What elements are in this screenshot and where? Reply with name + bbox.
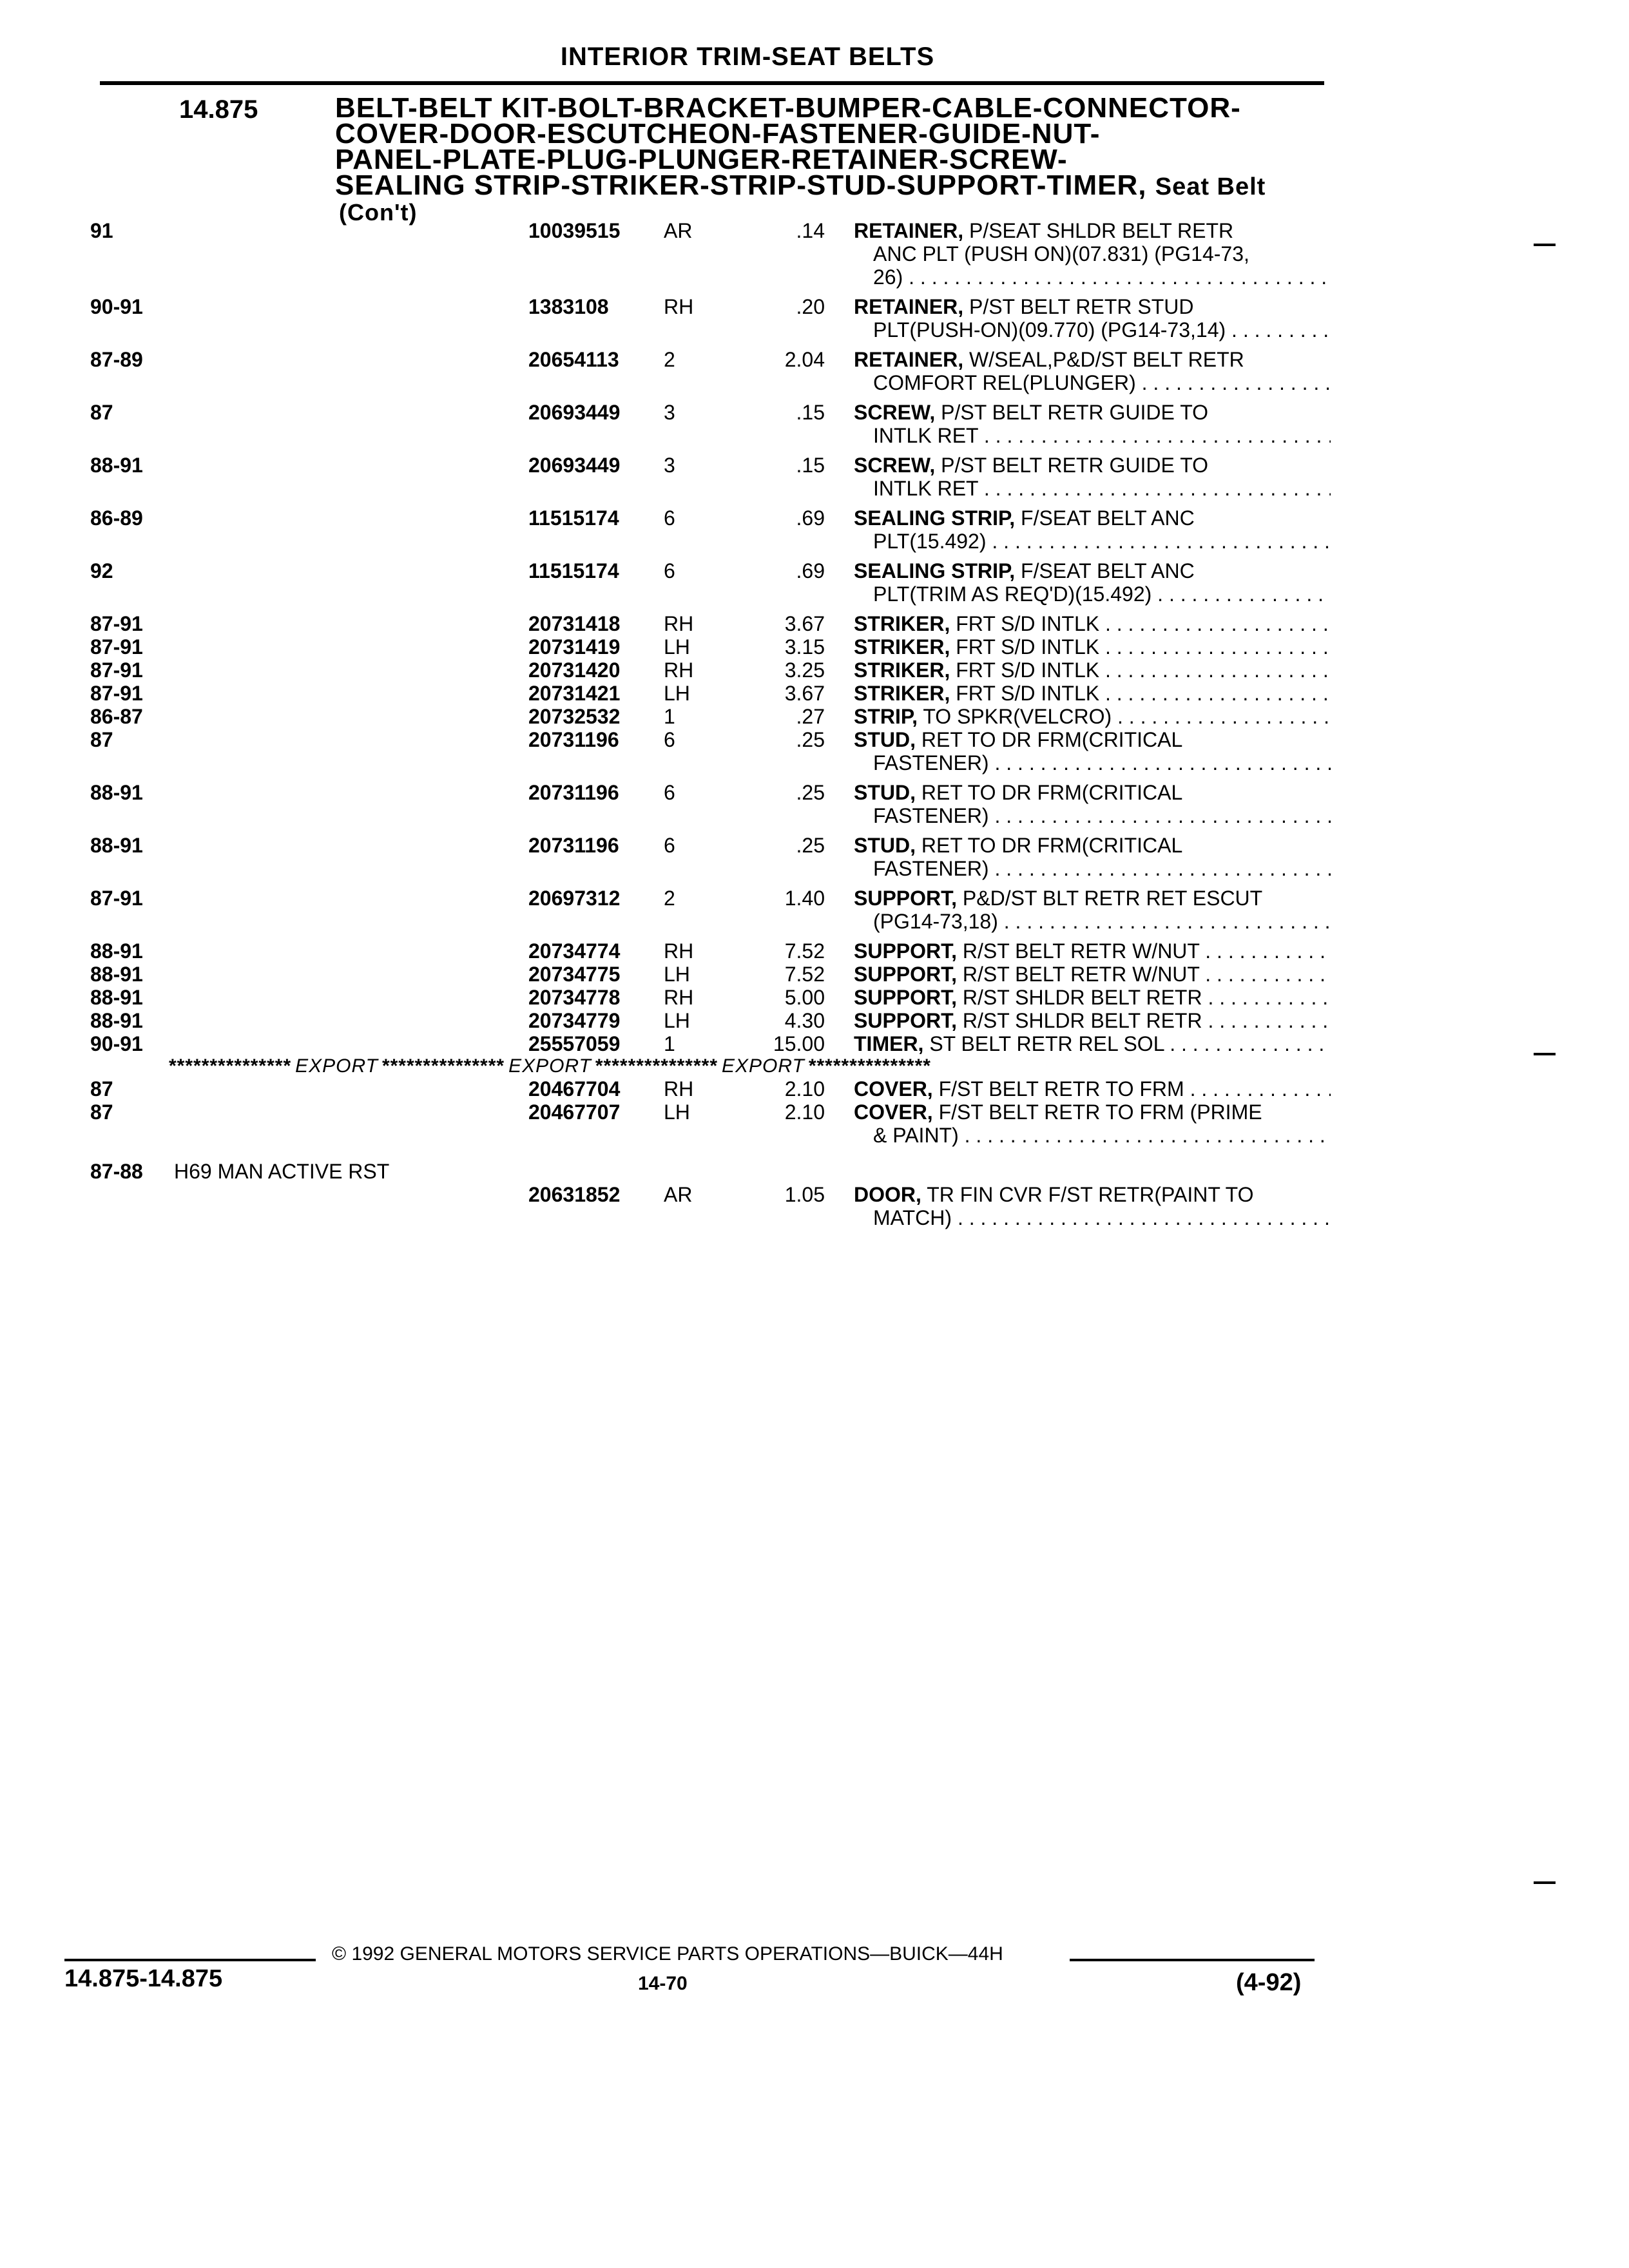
list-price: .14	[796, 219, 825, 242]
list-price: 7.52	[784, 963, 825, 986]
export-separator	[0, 1055, 1629, 1077]
description-text: R/ST SHLDR BELT RETR	[962, 986, 1202, 1009]
part-description	[854, 963, 1331, 986]
part-name: TIMER,	[854, 1032, 924, 1055]
quantity-side: 2	[664, 348, 675, 371]
part-number: 20731420	[528, 658, 621, 682]
part-name: STRIKER,	[854, 612, 950, 635]
parts-row	[0, 401, 1629, 448]
description-text: W/SEAL,P&D/ST BELT RETR	[969, 348, 1244, 371]
export-label: EXPORT	[295, 1055, 378, 1077]
parts-row	[0, 1077, 1629, 1100]
quantity-side: RH	[664, 939, 694, 963]
parts-row	[0, 1032, 1629, 1055]
list-price: .15	[796, 401, 825, 424]
part-description	[854, 682, 1331, 705]
parts-row	[0, 559, 1629, 607]
description-line	[854, 219, 1331, 242]
footer-rule-right	[1070, 1959, 1315, 1961]
description-text: RET TO DR FRM(CRITICAL	[921, 781, 1183, 804]
quantity-side: LH	[664, 635, 690, 658]
parts-row	[0, 635, 1629, 658]
description-text: ST BELT RETR REL SOL	[929, 1032, 1164, 1055]
parts-row	[0, 348, 1629, 396]
part-name: SUPPORT,	[854, 963, 958, 986]
description-line	[854, 834, 1331, 857]
part-name: STRIKER,	[854, 635, 950, 658]
description-text: F/SEAT BELT ANC	[1021, 559, 1195, 582]
description-text: FRT S/D INTLK	[956, 658, 1100, 682]
description-text: FRT S/D INTLK	[956, 612, 1100, 635]
description-line: 26) . . .	[854, 265, 1331, 289]
part-description	[854, 939, 1331, 963]
parts-row	[0, 1183, 1629, 1231]
part-number: 1383108	[528, 295, 609, 318]
part-name: RETAINER,	[854, 348, 964, 371]
part-name: RETAINER,	[854, 295, 964, 318]
parts-row	[0, 887, 1629, 934]
list-price: .27	[796, 705, 825, 728]
description-line	[854, 1032, 1331, 1055]
part-name: SUPPORT,	[854, 939, 958, 963]
quantity-side: 6	[664, 834, 675, 857]
quantity-side: LH	[664, 682, 690, 705]
model-year: 87-89	[90, 348, 143, 371]
description-text: FRT S/D INTLK	[956, 635, 1100, 658]
export-label: EXPORT	[722, 1055, 805, 1077]
parts-row	[0, 963, 1629, 986]
model-year: 90-91	[90, 295, 143, 318]
part-description	[854, 295, 1331, 341]
description-text: P/SEAT SHLDR BELT RETR	[969, 219, 1234, 242]
quantity-side: RH	[664, 612, 694, 635]
description-line: COMFORT REL(PLUNGER) . . .	[854, 371, 1331, 394]
model-year: 90-91	[90, 1032, 143, 1055]
description-line: FASTENER) . . .	[854, 751, 1331, 774]
model-year: 88-91	[90, 963, 143, 986]
quantity-side: 2	[664, 887, 675, 910]
part-name: COVER,	[854, 1077, 933, 1100]
list-price: 1.40	[784, 887, 825, 910]
section-title	[335, 92, 1340, 226]
parts-row	[0, 1009, 1629, 1032]
description-text: P/ST BELT RETR GUIDE TO	[941, 401, 1209, 424]
description-line: INTLK RET . . .	[854, 424, 1331, 447]
part-description	[854, 1032, 1331, 1055]
continued-label: (Con't)	[339, 199, 418, 226]
model-year: 88-91	[90, 1009, 143, 1032]
description-text: F/SEAT BELT ANC	[1021, 506, 1195, 530]
part-description	[854, 705, 1331, 728]
quantity-side: RH	[664, 295, 694, 318]
section-title-line: SEALING STRIP-STRIKER-STRIP-STUD-SUPPORT-TIMER, Seat Belt	[335, 169, 1266, 201]
quantity-side: 3	[664, 401, 675, 424]
part-number: 25557059	[528, 1032, 621, 1055]
description-line: MATCH) . . .	[854, 1206, 1331, 1229]
description-text: R/ST BELT RETR W/NUT	[962, 963, 1200, 986]
description-line	[854, 887, 1331, 910]
description-line	[854, 506, 1331, 530]
footer-section-range: 14.875-14.875	[64, 1965, 223, 1992]
description-line	[854, 963, 1331, 986]
section-number: 14.875	[179, 95, 258, 124]
description-line	[854, 658, 1331, 682]
list-price: 3.67	[784, 612, 825, 635]
quantity-side: RH	[664, 986, 694, 1009]
section-title-line: COVER-DOOR-ESCUTCHEON-FASTENER-GUIDE-NUT-	[335, 118, 1101, 149]
footer-copyright: © 1992 GENERAL MOTORS SERVICE PARTS OPERATIONS—BUICK—44H	[332, 1943, 1003, 1965]
part-description	[854, 612, 1331, 635]
part-description	[854, 1183, 1331, 1229]
quantity-side: 6	[664, 506, 675, 530]
description-line	[854, 1183, 1331, 1206]
part-number: 20467704	[528, 1077, 621, 1100]
quantity-side: LH	[664, 1100, 690, 1124]
description-line	[854, 559, 1331, 582]
part-description	[854, 986, 1331, 1009]
description-line	[854, 1009, 1331, 1032]
part-number: 20734779	[528, 1009, 621, 1032]
part-number: 11515174	[528, 506, 619, 530]
part-description	[854, 1009, 1331, 1032]
export-label: EXPORT	[508, 1055, 592, 1077]
part-name: SEALING STRIP,	[854, 506, 1016, 530]
description-text: FRT S/D INTLK	[956, 682, 1100, 705]
model-year: 88-91	[90, 939, 143, 963]
part-name: SCREW,	[854, 401, 936, 424]
part-number: 20731418	[528, 612, 621, 635]
part-name: SUPPORT,	[854, 1009, 958, 1032]
list-price: .69	[796, 559, 825, 582]
part-name: SUPPORT,	[854, 887, 958, 910]
part-name: STUD,	[854, 834, 916, 857]
description-text: F/ST BELT RETR TO FRM	[938, 1077, 1184, 1100]
part-description	[854, 658, 1331, 682]
part-description	[854, 219, 1331, 289]
part-name: STRIP,	[854, 705, 918, 728]
part-description	[854, 559, 1331, 606]
model-year: 88-91	[90, 454, 143, 477]
list-price: 5.00	[784, 986, 825, 1009]
description-line	[854, 1077, 1331, 1100]
model-year: 87-88	[90, 1160, 143, 1183]
list-price: 15.00	[773, 1032, 825, 1055]
list-price: 1.05	[784, 1183, 825, 1206]
quantity-side: 6	[664, 559, 675, 582]
model-year: 86-87	[90, 705, 143, 728]
quantity-side: LH	[664, 963, 690, 986]
quantity-side: AR	[664, 219, 693, 242]
list-price: .25	[796, 834, 825, 857]
model-year: 87	[90, 401, 113, 424]
footer-rule-left	[64, 1959, 316, 1961]
part-description	[854, 1100, 1331, 1147]
part-number: 20731421	[528, 682, 621, 705]
description-text: R/ST SHLDR BELT RETR	[962, 1009, 1202, 1032]
model-year: 92	[90, 559, 113, 582]
part-number: 20467707	[528, 1100, 621, 1124]
part-name: STUD,	[854, 728, 916, 751]
part-name: RETAINER,	[854, 219, 964, 242]
header-rule	[100, 81, 1324, 85]
part-name: STUD,	[854, 781, 916, 804]
part-number: 20734775	[528, 963, 621, 986]
parts-row-spacer	[0, 1148, 1629, 1160]
model-year: 88-91	[90, 834, 143, 857]
list-price: .69	[796, 506, 825, 530]
description-line: PLT(15.492) . . .	[854, 530, 1331, 553]
description-line	[854, 781, 1331, 804]
description-line	[854, 612, 1331, 635]
part-number: 20693449	[528, 454, 621, 477]
parts-row	[0, 986, 1629, 1009]
parts-row	[0, 939, 1629, 963]
list-price: 7.52	[784, 939, 825, 963]
model-year: 88-91	[90, 781, 143, 804]
part-description	[854, 728, 1331, 774]
model-year: 87	[90, 728, 113, 751]
section-title-line: BELT-BELT KIT-BOLT-BRACKET-BUMPER-CABLE-CONNECTOR-	[335, 92, 1241, 124]
description-text: P&D/ST BLT RETR RET ESCUT	[962, 887, 1263, 910]
parts-row	[0, 612, 1629, 635]
footer-date: (4-92)	[1236, 1969, 1302, 1996]
list-price: 2.04	[784, 348, 825, 371]
model-year: 91	[90, 219, 113, 242]
quantity-side: 3	[664, 454, 675, 477]
description-line	[854, 635, 1331, 658]
part-description	[854, 348, 1331, 394]
description-text: RET TO DR FRM(CRITICAL	[921, 834, 1183, 857]
page-title: INTERIOR TRIM-SEAT BELTS	[560, 43, 935, 71]
description-line	[854, 682, 1331, 705]
margin-tick	[1534, 1881, 1556, 1884]
parts-list	[0, 219, 1629, 1231]
margin-tick	[1534, 1053, 1556, 1055]
part-description	[854, 454, 1331, 500]
description-line: FASTENER) . . .	[854, 804, 1331, 827]
part-number: 20731196	[528, 834, 619, 857]
margin-tick	[1534, 244, 1556, 246]
description-line: PLT(PUSH-ON)(09.770) (PG14-73,14) . . .	[854, 318, 1331, 341]
list-price: 2.10	[784, 1077, 825, 1100]
part-name: SEALING STRIP,	[854, 559, 1016, 582]
model-code: H69 MAN ACTIVE RST	[174, 1160, 390, 1183]
part-number: 20654113	[528, 348, 619, 371]
description-line	[854, 348, 1331, 371]
quantity-side: RH	[664, 1077, 694, 1100]
part-number: 10039515	[528, 219, 621, 242]
part-number: 20731419	[528, 635, 621, 658]
model-year: 87-91	[90, 887, 143, 910]
part-description	[854, 834, 1331, 880]
description-text: F/ST BELT RETR TO FRM (PRIME	[938, 1100, 1262, 1124]
quantity-side: 6	[664, 781, 675, 804]
description-line	[854, 939, 1331, 963]
parts-row	[0, 506, 1629, 554]
part-number: 20734778	[528, 986, 621, 1009]
list-price: .15	[796, 454, 825, 477]
part-description	[854, 506, 1331, 553]
parts-row	[0, 728, 1629, 776]
list-price: .25	[796, 781, 825, 804]
list-price: .25	[796, 728, 825, 751]
description-line	[854, 705, 1331, 728]
parts-row	[0, 219, 1629, 290]
parts-row	[0, 454, 1629, 501]
description-line	[854, 1100, 1331, 1124]
quantity-side: 1	[664, 1032, 675, 1055]
model-year: 87-91	[90, 682, 143, 705]
part-description	[854, 887, 1331, 933]
description-line	[854, 728, 1331, 751]
part-number: 20693449	[528, 401, 621, 424]
description-text: TR FIN CVR F/ST RETR(PAINT TO	[927, 1183, 1254, 1206]
list-price: 3.67	[784, 682, 825, 705]
list-price: 4.30	[784, 1009, 825, 1032]
footer-page-number: 14-70	[638, 1973, 688, 1994]
model-year: 87	[90, 1100, 113, 1124]
part-name: SUPPORT,	[854, 986, 958, 1009]
model-year: 86-89	[90, 506, 143, 530]
part-description	[854, 1077, 1331, 1100]
parts-row	[0, 705, 1629, 728]
part-description	[854, 781, 1331, 827]
parts-row	[0, 682, 1629, 705]
section-title-suffix: Seat Belt	[1155, 173, 1266, 200]
quantity-side: RH	[664, 658, 694, 682]
description-line	[854, 986, 1331, 1009]
description-text: P/ST BELT RETR STUD	[969, 295, 1194, 318]
part-name: STRIKER,	[854, 682, 950, 705]
part-number: 20697312	[528, 887, 621, 910]
model-year: 87-91	[90, 635, 143, 658]
description-line	[854, 295, 1331, 318]
part-number: 20731196	[528, 728, 619, 751]
quantity-side: 1	[664, 705, 675, 728]
model-year: 88-91	[90, 986, 143, 1009]
description-line: INTLK RET . . .	[854, 477, 1331, 500]
part-name: SCREW,	[854, 454, 936, 477]
parts-row	[0, 834, 1629, 881]
description-line: (PG14-73,18) . . .	[854, 910, 1331, 933]
list-price: 3.15	[784, 635, 825, 658]
part-description	[854, 401, 1331, 447]
description-text: TO SPKR(VELCRO)	[923, 705, 1112, 728]
list-price: 2.10	[784, 1100, 825, 1124]
model-year: 87-91	[90, 658, 143, 682]
part-name: STRIKER,	[854, 658, 950, 682]
description-line: ANC PLT (PUSH ON)(07.831) (PG14-73,	[873, 242, 1249, 265]
part-number: 20731196	[528, 781, 619, 804]
parts-row	[0, 658, 1629, 682]
list-price: 3.25	[784, 658, 825, 682]
description-text: RET TO DR FRM(CRITICAL	[921, 728, 1183, 751]
quantity-side: AR	[664, 1183, 693, 1206]
parts-row	[0, 1160, 1629, 1183]
description-line: & PAINT) . . .	[854, 1124, 1331, 1147]
parts-row	[0, 781, 1629, 829]
model-year: 87-91	[90, 612, 143, 635]
part-number: 20631852	[528, 1183, 621, 1206]
part-number: 20734774	[528, 939, 621, 963]
description-text: P/ST BELT RETR GUIDE TO	[941, 454, 1209, 477]
description-line	[854, 454, 1331, 477]
quantity-side: LH	[664, 1009, 690, 1032]
section-title-line: PANEL-PLATE-PLUG-PLUNGER-RETAINER-SCREW-	[335, 144, 1068, 175]
description-text: R/ST BELT RETR W/NUT	[962, 939, 1200, 963]
list-price: .20	[796, 295, 825, 318]
export-banner: *************** EXPORT *************** EXPORT *************** EXPORT ***************	[169, 1055, 931, 1077]
part-number: 20732532	[528, 705, 621, 728]
part-number: 11515174	[528, 559, 619, 582]
part-name: COVER,	[854, 1100, 933, 1124]
description-line: PLT(TRIM AS REQ'D)(15.492) . . .	[854, 582, 1331, 606]
part-name: DOOR,	[854, 1183, 921, 1206]
parts-row	[0, 295, 1629, 343]
parts-row	[0, 1100, 1629, 1148]
description-line: FASTENER) . . .	[854, 857, 1331, 880]
description-line	[854, 401, 1331, 424]
quantity-side: 6	[664, 728, 675, 751]
model-year: 87	[90, 1077, 113, 1100]
part-description	[854, 635, 1331, 658]
